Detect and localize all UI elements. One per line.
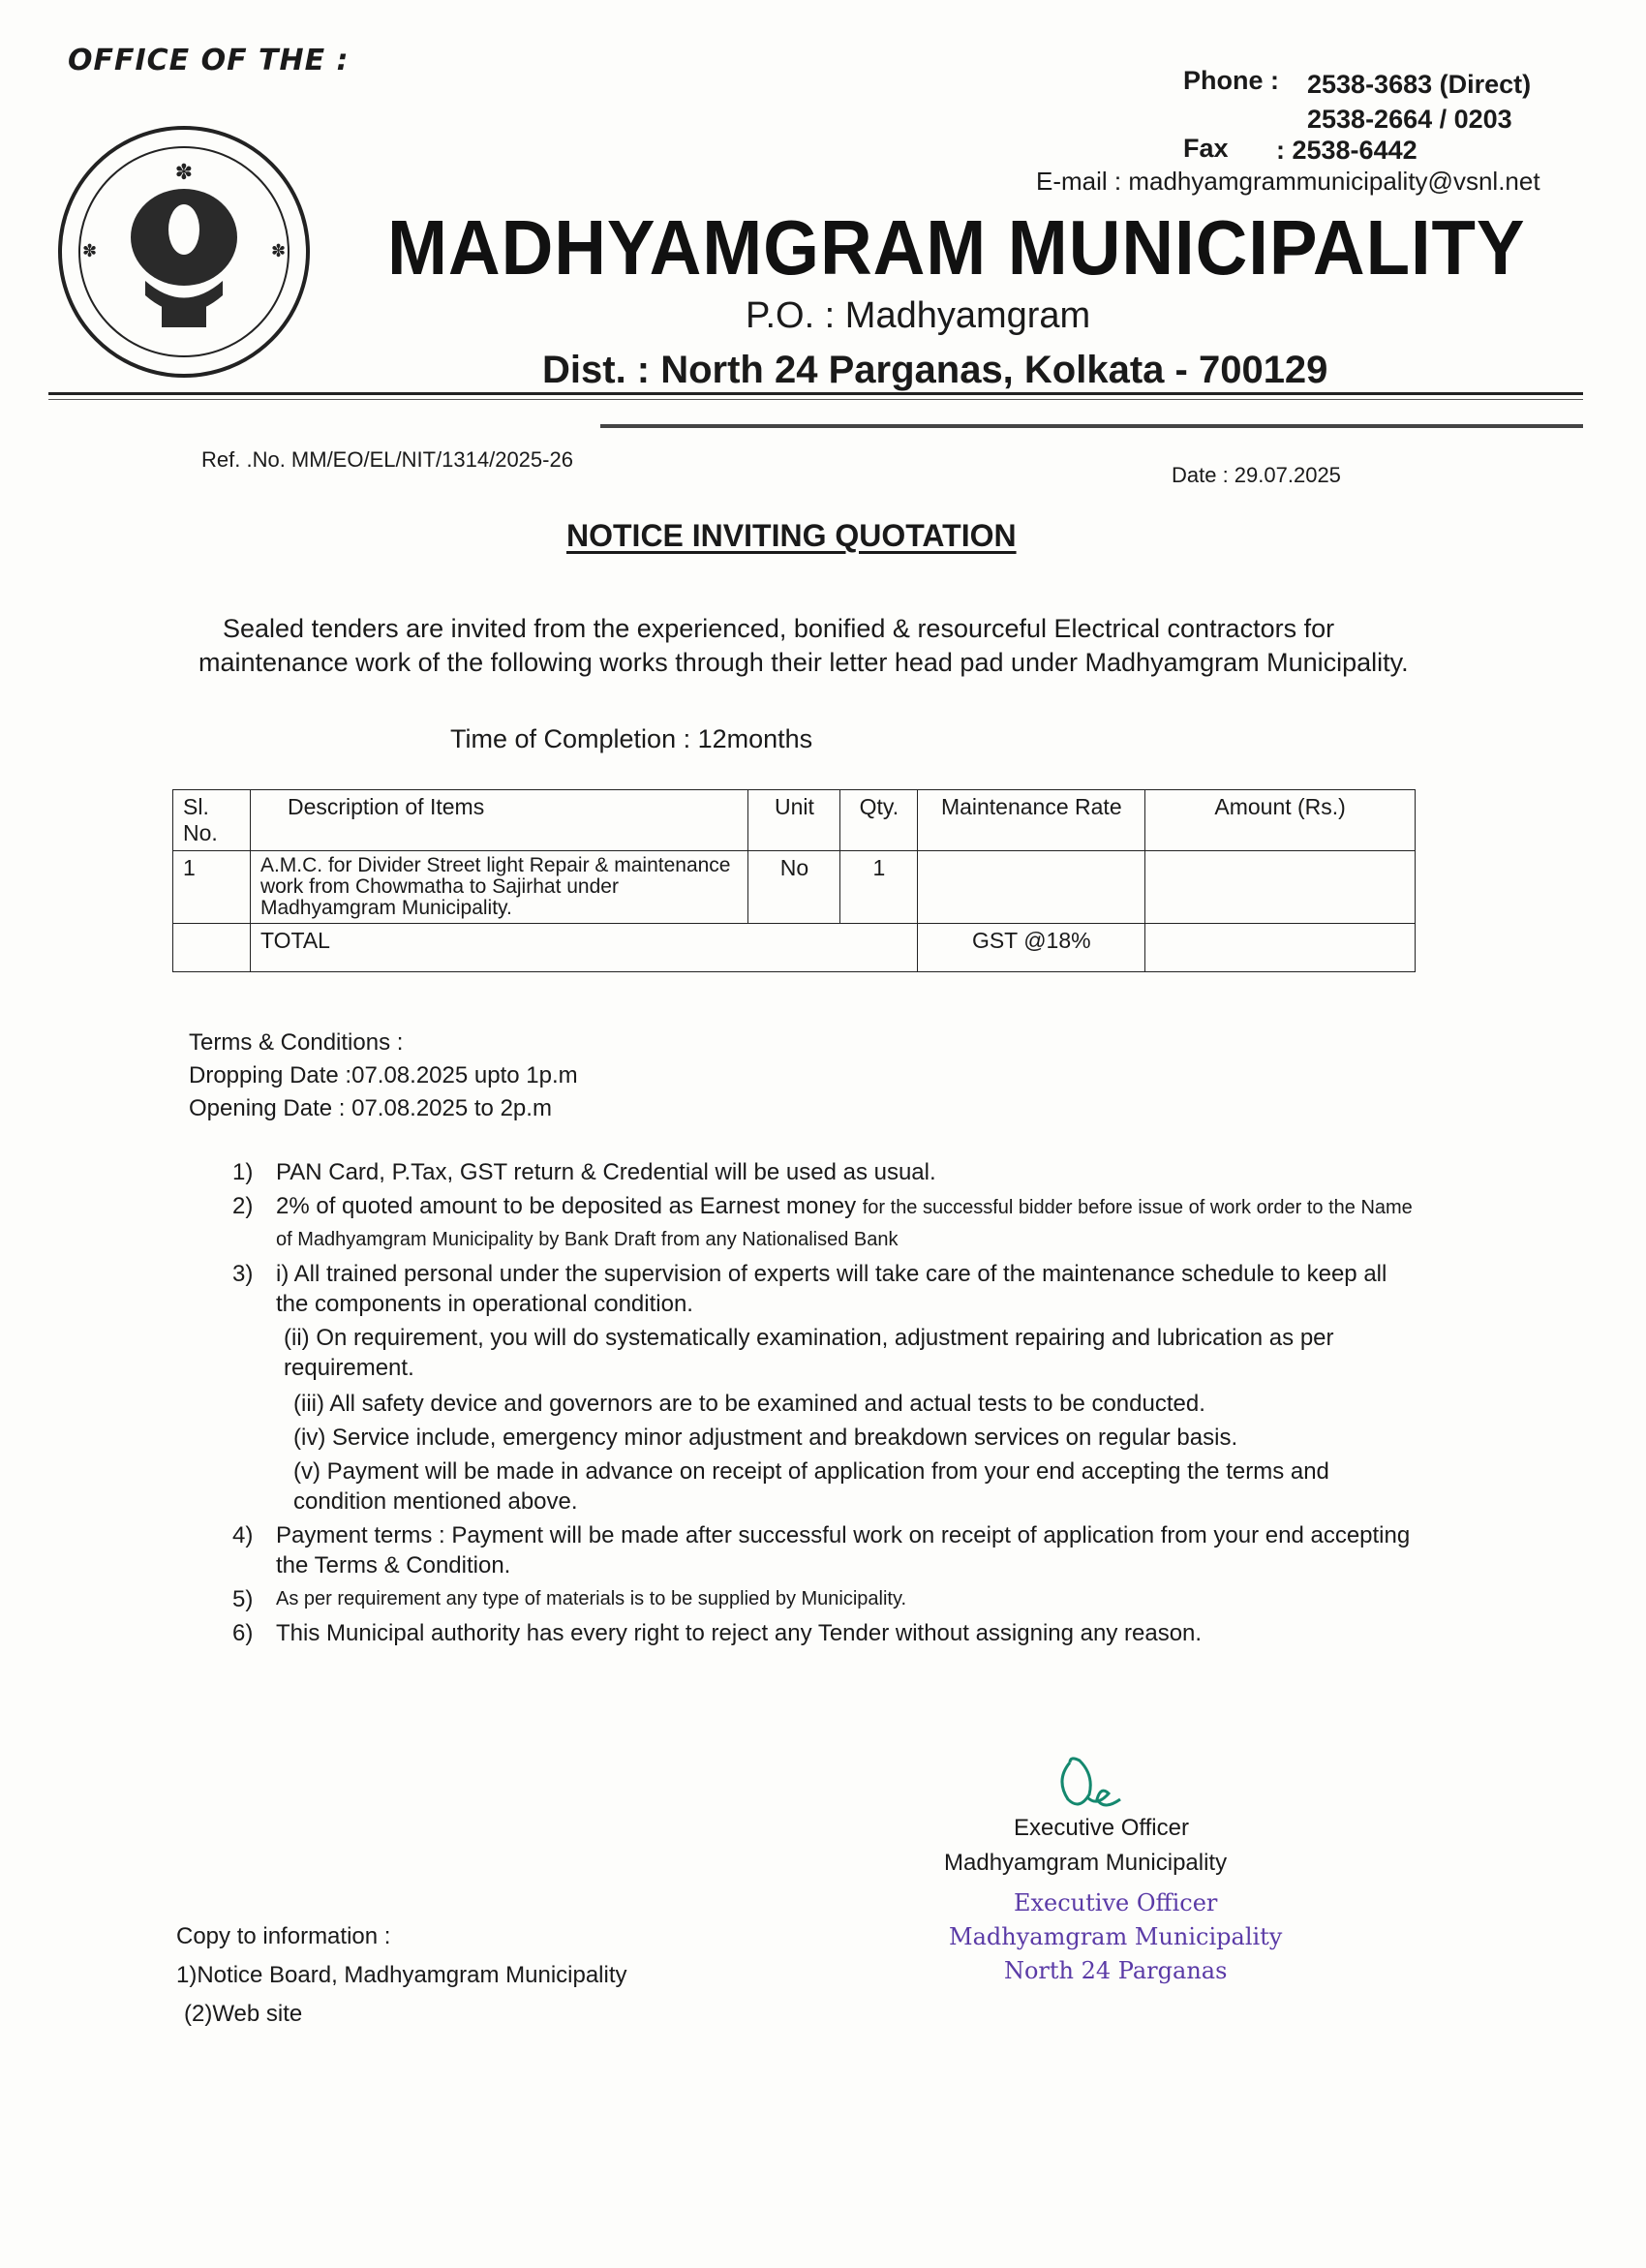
row-sl-no: 1 xyxy=(173,851,251,924)
stamp-org: Madhyamgram Municipality xyxy=(949,1923,1283,1950)
header-rule xyxy=(48,392,1583,395)
condition-2-main: 2% of quoted amount to be deposited as Earnest money xyxy=(276,1193,857,1219)
municipality-name: MADHYAMGRAM MUNICIPALITY xyxy=(387,204,1526,291)
phone-other: 2538-2664 / 0203 xyxy=(1307,105,1512,134)
handwritten-signature xyxy=(1051,1751,1138,1819)
table-header-row xyxy=(173,790,1416,851)
row-rate-cell xyxy=(918,851,1145,924)
col-maintenance-rate: Maintenance Rate xyxy=(918,790,1145,851)
header-rule-thin xyxy=(48,399,1583,400)
condition-5: As per requirement any type of materials is to be supplied by Municipality. xyxy=(276,1588,907,1609)
opening-date: Opening Date : 07.08.2025 to 2p.m xyxy=(189,1095,552,1121)
condition-3-v: (v) Payment will be made in advance on receipt of application from your end accepting the terms and condition mentioned above. xyxy=(293,1458,1329,1515)
email-line: E-mail : madhyamgrammunicipality@vsnl.net xyxy=(1036,167,1540,196)
table-row xyxy=(173,851,1416,924)
intro-text: Sealed tenders are invited from the experienced, bonified & resourceful Electrical contractors for maintenance work of the following works through their letter head pad under Madhyamgram Municipality. xyxy=(198,614,1409,677)
list-item: 2) 2% of quoted amount to be deposited as Earnest money for the successful bidder before issue of work order to the Name of Madhyamgram Municipality by Bank Draft from any Nationalised Bank xyxy=(232,1191,1423,1255)
copy-item-2: (2)Web site xyxy=(184,2001,303,2027)
intro-paragraph xyxy=(198,612,1428,680)
gst-label: GST @18% xyxy=(918,924,1145,972)
svg-text:✽: ✽ xyxy=(82,241,98,261)
phone-label: Phone : xyxy=(1183,66,1279,95)
signatory-org: Madhyamgram Municipality xyxy=(944,1850,1228,1876)
condition-2-detail: for the successful bidder before issue of work order to the Name of Madhyamgram Municipality by Bank Draft from any Nationalised Bank xyxy=(276,1197,1413,1250)
post-office: P.O. : Madhyamgram xyxy=(746,295,1091,336)
total-amount-cell xyxy=(1145,924,1416,972)
condition-6: This Municipal authority has every right to reject any Tender without assigning any reason. xyxy=(276,1620,1203,1646)
signatory-title: Executive Officer xyxy=(1014,1815,1189,1841)
condition-1: PAN Card, P.Tax, GST return & Credential will be used as usual. xyxy=(276,1159,936,1185)
row-qty: 1 xyxy=(840,851,918,924)
municipality-seal xyxy=(53,121,315,383)
fax-label: Fax xyxy=(1183,134,1229,163)
dropping-date: Dropping Date :07.08.2025 upto 1p.m xyxy=(189,1062,578,1088)
header-rule-lower xyxy=(600,424,1583,428)
fax-value: : 2538-6442 xyxy=(1276,136,1417,165)
col-unit: Unit xyxy=(748,790,840,851)
condition-3-ii: (ii) On requirement, you will do systematically examination, adjustment repairing and lubrication as per requirement. xyxy=(284,1325,1334,1381)
reference-number: Ref. .No. MM/EO/EL/NIT/1314/2025-26 xyxy=(201,447,573,472)
condition-2 xyxy=(276,1191,1423,1255)
row-description: A.M.C. for Divider Street light Repair & maintenance work from Chowmatha to Sajirhat under Madhyamgram Municipality. xyxy=(250,851,747,924)
list-item: 5) As per requirement any type of materials is to be supplied by Municipality. xyxy=(232,1584,1423,1614)
col-description: Description of Items xyxy=(250,790,747,851)
items-table xyxy=(172,789,1416,972)
list-item: 1) PAN Card, P.Tax, GST return & Credential will be used as usual. xyxy=(232,1157,1423,1187)
terms-block xyxy=(189,1027,578,1125)
signature-block xyxy=(944,1811,1227,1881)
phone-direct: 2538-3683 (Direct) xyxy=(1307,70,1532,99)
office-label: OFFICE OF THE : xyxy=(68,44,350,77)
condition-3-iii: (iii) All safety device and governors are to be examined and actual tests to be conducted. xyxy=(293,1391,1205,1417)
list-item: 4) Payment terms : Payment will be made after successful work on receipt of application from your end accepting the Terms & Condition. xyxy=(232,1520,1423,1580)
row-amount-cell xyxy=(1145,851,1416,924)
copy-item-1: 1)Notice Board, Madhyamgram Municipality xyxy=(176,1962,627,1988)
total-sl-cell xyxy=(173,924,251,972)
col-amount: Amount (Rs.) xyxy=(1145,790,1416,851)
condition-3-i: i) All trained personal under the supervision of experts will take care of the maintenance schedule to keep all the components in operational condition. xyxy=(276,1261,1387,1317)
total-row xyxy=(173,924,1416,972)
condition-3-iv: (iv) Service include, emergency minor adjustment and breakdown services on regular basis. xyxy=(293,1425,1238,1451)
conditions-list xyxy=(232,1157,1423,1652)
completion-time: Time of Completion : 12months xyxy=(450,724,813,753)
svg-text:✽: ✽ xyxy=(174,161,194,185)
official-stamp xyxy=(949,1886,1282,1988)
col-sl-no: Sl. No. xyxy=(173,790,251,851)
district-address: Dist. : North 24 Parganas, Kolkata - 700129 xyxy=(542,349,1328,391)
stamp-district: North 24 Parganas xyxy=(1003,1957,1228,1984)
notice-date: Date : 29.07.2025 xyxy=(1172,463,1341,487)
terms-heading: Terms & Conditions : xyxy=(189,1029,404,1056)
condition-4: Payment terms : Payment will be made after successful work on receipt of application from your end accepting the Terms & Condition. xyxy=(276,1522,1411,1578)
col-qty: Qty. xyxy=(840,790,918,851)
copy-heading: Copy to information : xyxy=(176,1923,391,1949)
copy-to-block xyxy=(176,1917,627,2034)
svg-text:✽: ✽ xyxy=(271,241,287,261)
condition-3 xyxy=(276,1259,1423,1517)
list-item: 6) This Municipal authority has every right to reject any Tender without assigning any reason. xyxy=(232,1618,1423,1648)
list-item: 3) i) All trained personal under the supervision of experts will take care of the maintenance schedule to keep all the components in operational condition. (ii) On requirement, you will do systematically examination, adjustment repairing and lubrication as per requirement. (iii) All safety device and governors are to be examined and actual tests to be conducted. (iv) Service include, emergency minor adjustment and breakdown services on regular basis. (v) Payment will be made in advance on receipt of application from your end accepting the terms and condition mentioned above. xyxy=(232,1259,1423,1517)
stamp-title: Executive Officer xyxy=(1013,1889,1218,1916)
notice-title: NOTICE INVITING QUOTATION xyxy=(566,518,1017,553)
row-unit: No xyxy=(748,851,840,924)
total-label: TOTAL xyxy=(250,924,917,972)
